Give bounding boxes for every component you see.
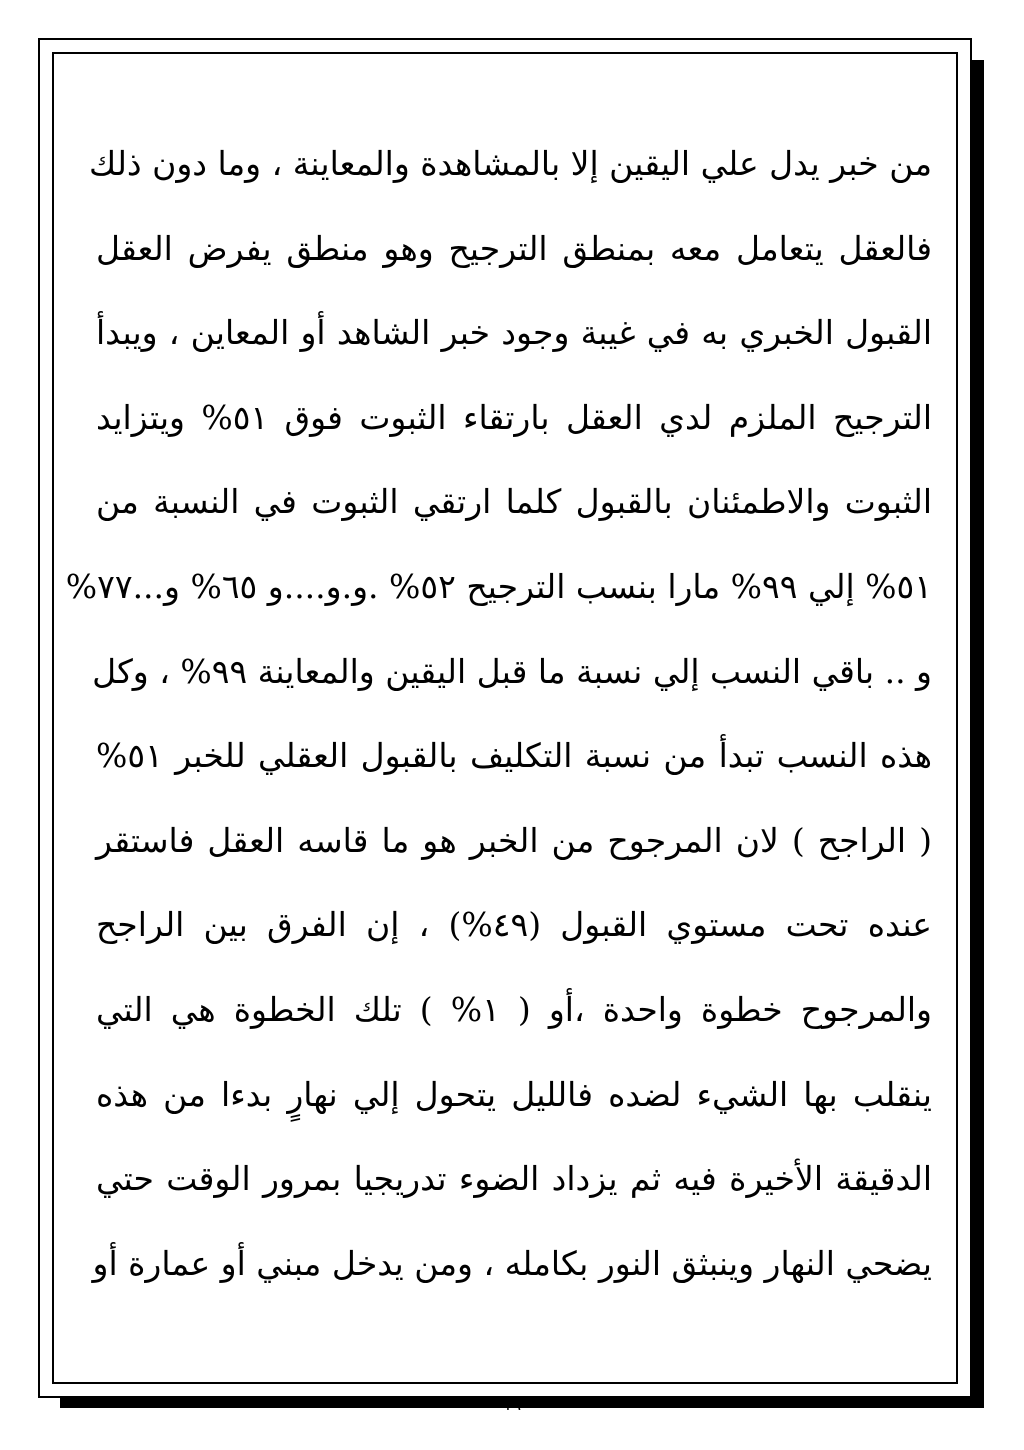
- text-line: يضحي النهار وينبثق النور بكامله ، ومن يدخل مبني أو عمارة أو: [92, 1243, 932, 1283]
- text-line: و .. باقي النسب إلي نسبة ما قبل اليقين والمعاينة ٩٩% ، وكل: [92, 651, 932, 691]
- text-line: فالعقل يتعامل معه بمنطق الترجيح وهو منطق يفرض العقل: [96, 228, 932, 268]
- body-text: [65, 122, 933, 1306]
- text-line: ٥١% إلي ٩٩% مارا بنسب الترجيح ٥٢% .و.و....و ٦٥% و...٧٧%: [65, 566, 932, 606]
- text-line: الدقيقة الأخيرة فيه ثم يزداد الضوء تدريجيا بمرور الوقت حتي: [96, 1159, 932, 1199]
- text-line: عنده تحت مستوي القبول (٤٩%) ، إن الفرق بين الراجح: [96, 905, 932, 945]
- page-number: ~١٩~: [488, 1395, 536, 1415]
- text-line: ( الراجح ) لان المرجوح من الخبر هو ما قاسه العقل فاستقر: [96, 820, 932, 860]
- text-line: هذه النسب تبدأ من نسبة التكليف بالقبول العقلي للخبر ٥١%: [96, 736, 932, 776]
- text-line: ينقلب بها الشيء لضده فالليل يتحول إلي نهارٍ بدءا من هذه: [96, 1074, 932, 1114]
- text-line: والمرجوح خطوة واحدة ،أو ( ١% ) تلك الخطوة هي التي: [96, 989, 932, 1029]
- text-line: القبول الخبري به في غيبة وجود خبر الشاهد أو المعاين ، ويبدأ: [96, 313, 932, 353]
- text-line: من خبر يدل علي اليقين إلا بالمشاهدة والمعاينة ، وما دون ذلك: [89, 144, 932, 183]
- text-line: الثبوت والاطمئنان بالقبول كلما ارتقي الثبوت في النسبة من: [96, 482, 932, 522]
- text-line: الترجيح الملزم لدي العقل بارتقاء الثبوت فوق ٥١% ويتزايد: [96, 397, 933, 437]
